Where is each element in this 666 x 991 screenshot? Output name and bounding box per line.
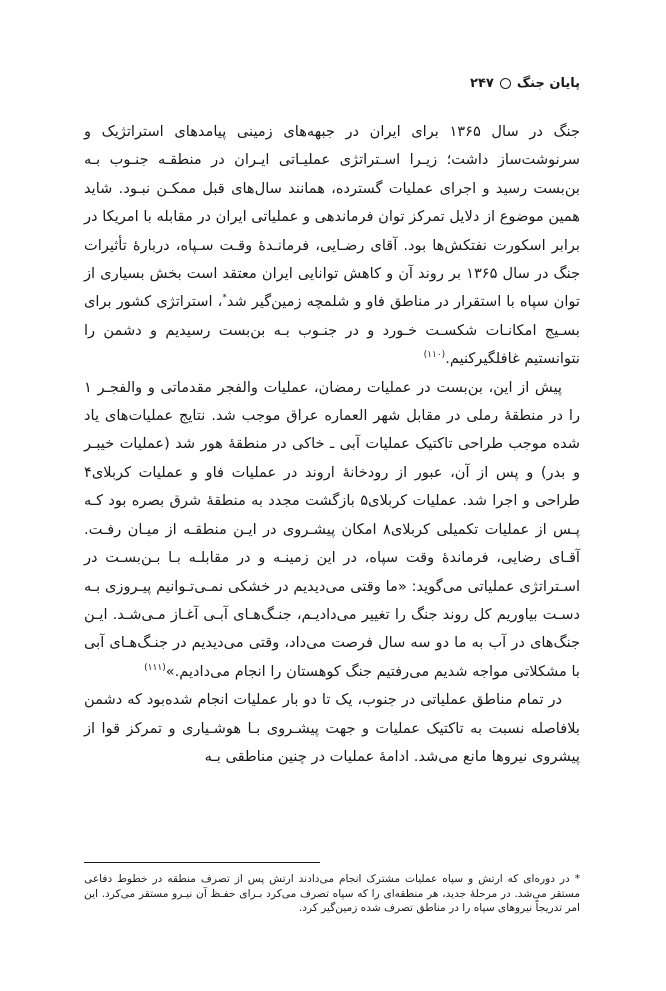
circle-separator-icon [500, 78, 511, 89]
footnote-text: * در دوره‌ای که ارتش و سپاه عملیات مشترک انجام می‌دادند ارتش پس از تصرف منطقه در خطوط دفاعی مستقر می‌شد. در مرحلهٔ جدید، هر منطقه‌ای را که سپاه تصرف می‌کرد بـرای حفـظ آن نیـرو مستقر می‌کرد. این امر تدریجاً نیروهای سپاه را در مناطق تصرف شده زمین‌گیر کرد. [84, 873, 580, 914]
citation-ref-111: (۱۱۱) [144, 662, 166, 673]
paragraph-1-text-cont: ، استراتژی کشور برای بسـیج امکانـات شکسـت خـورد و در جنـوب بـه بن‌بست رسیدیم و دشمن را نتوانستیم غافلگیرکنیم. [84, 293, 580, 368]
paragraph-2-text: پیش از این، بن‌بست در عملیات رمضان، عملیات والفجر مقدماتی و والفجـر ۱ را در منطقهٔ رملی در مقابل شهر العماره عراق موجب شد. نتایج عملیات‌های یاد شده موجب طراحی تاکتیک عملیات آبی ـ خاکی در منطقهٔ هور شد (عملیات خیبـر و بدر) و پس از آن، عبور از رودخانهٔ اروند در عملیات فاو و عملیات کربلای۴ طراحی و اجرا شد. عملیات کربلای۵ بازگشت مجدد به منطقهٔ شرق بصره بود کـه پـس از عملیات تکمیلی کربلای۸ امکان پیشـروی در ایـن منطقـه از میـان رفـت. آقـای رضایی، فرماندهٔ وقت سپاه، در این زمینـه و در مقابلـه بـا بـن‌بسـت در اسـتراتژی عملیاتی می‌گوید: «ما وقتی می‌دیدیم در خشکی نمـی‌تـوانیم پیـروزی بـه دسـت بیاوریم کل روند جنگ را تغییر می‌دادیـم، جنـگ‌هـای آبـی آغـاز مـی‌شـد. ایـن جنگ‌های در آب به ما دو سه سال فرصت می‌داد، وقتی می‌دیدیم در جنـگ‌هـای آبی با مشکلاتی مواجه شدیم می‌رفتیم جنگ کوهستان را انجام می‌دادیم.» [84, 378, 581, 680]
header-title: پایان جنگ [516, 76, 580, 91]
footnote-divider [84, 862, 320, 863]
page-number: ۲۴۷ [470, 76, 494, 91]
footnote-marker: * [222, 293, 227, 304]
paragraph-3-text: در تمام مناطق عملیاتی در جنوب، یک تا دو بار عملیات انجام شده‌بود که دشمن بلافاصله نسبت به تاکتیک عملیات و جهت پیشـروی بـا هوشـیاری و تمرکز قوا از پیشروی نیروها مانع می‌شد. ادامهٔ عملیات در چنین مناطقی بـه [84, 691, 580, 765]
body-text [84, 118, 580, 771]
citation-ref-110: (۱۱۰) [423, 350, 446, 361]
footnote [84, 872, 580, 916]
paragraph-1 [84, 118, 580, 374]
paragraph-1-text: جنگ در سال ۱۳۶۵ برای ایران در جبهه‌های زمینی پیامدهای استراتژیک و سرنوشت‌ساز داشت؛ زیـرا اسـتراتژی عملیـاتی ایـران در منطقـه جنـوب بـه بن‌بست رسید و اجرای عملیات گسترده، همانند سال‌های قبل ممکـن نبـود. شاید همین موضوع از دلایل تمرکز توان فرماندهی و عملیاتی ایران در مقابله با امریکا در برابر اسکورت نفتکش‌ها بود. آقای رضـایی، فرمانـدهٔ وقـت سـپاه، دربارهٔ تأثیرات جنگ در سال ۱۳۶۵ بر روند آن و کاهش توانایی ایران معتقد است بخش بسیاری از توان سپاه با استقرار در مناطق فاو و شلمچه زمین‌گیر شد [84, 123, 581, 311]
running-header [470, 76, 580, 91]
paragraph-2 [84, 374, 580, 686]
paragraph-3 [84, 686, 580, 771]
